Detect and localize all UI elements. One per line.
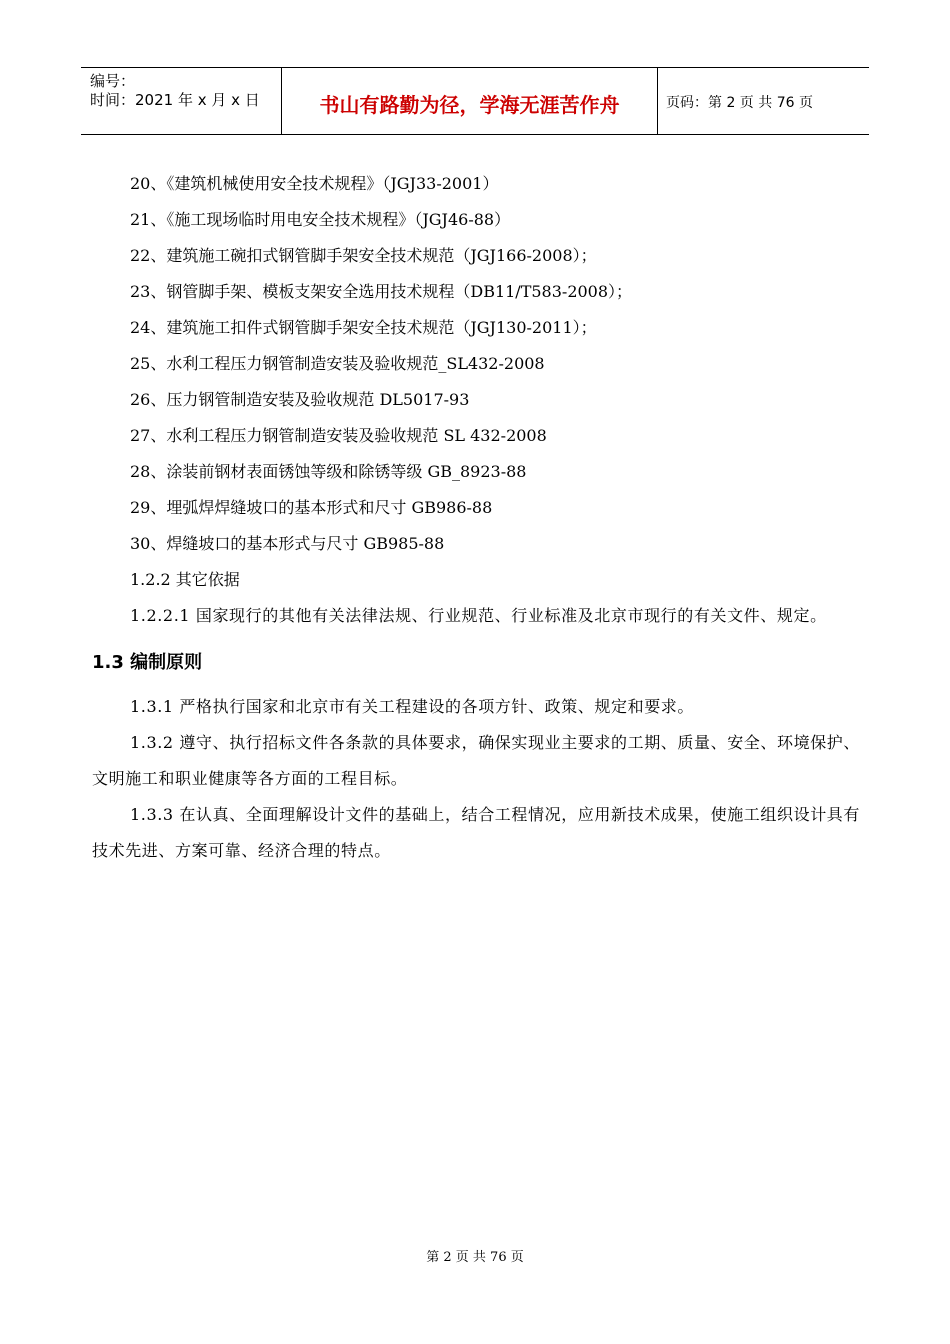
time-label: 时间：2021 年 x 月 x 日	[90, 91, 260, 109]
header-page-cell	[658, 68, 869, 134]
page-label: 页码：第 2 页 共 76 页	[666, 95, 813, 111]
list-item: 26、压力钢管制造安装及验收规范 DL5017-93	[130, 390, 470, 409]
motto-text: 书山有路勤为径，学海无涯苦作舟	[319, 92, 620, 117]
list-item: 23、钢管脚手架、模板支架安全选用技术规程（DB11/T583-2008）；	[130, 282, 633, 301]
subsection-title: 1.2.2 其它依据	[130, 570, 240, 589]
list-item: 24、建筑施工扣件式钢管脚手架安全技术规范（JGJ130-2011）；	[130, 318, 597, 337]
list-item: 30、焊缝坡口的基本形式与尺寸 GB985-88	[130, 534, 445, 553]
list-item: 20、《建筑机械使用安全技术规程》（JGJ33-2001）	[130, 174, 499, 193]
list-item: 22、建筑施工碗扣式钢管脚手架安全技术规范（JGJ166-2008）；	[130, 246, 597, 265]
document-body	[92, 166, 870, 869]
footer-page-number: 第 2 页 共 76 页	[426, 1250, 524, 1265]
page-header	[81, 67, 869, 135]
list-item: 25、水利工程压力钢管制造安装及验收规范_SL432-2008	[130, 354, 545, 373]
header-meta-cell	[81, 68, 282, 134]
header-motto-cell	[282, 68, 658, 134]
paragraph: 1.2.2.1 国家现行的其他有关法律法规、行业规范、行业标准及北京市现行的有关文件、规定。	[130, 606, 827, 625]
paragraph: 1.3.1 严格执行国家和北京市有关工程建设的各项方针、政策、规定和要求。	[130, 697, 694, 716]
page-footer	[0, 1246, 950, 1265]
paragraph: 1.3.3 在认真、全面理解设计文件的基础上，结合工程情况，应用新技术成果，使施工组织设计具有技术先进、方案可靠、经济合理的特点。	[92, 805, 860, 860]
serial-label: 编号：	[90, 72, 136, 90]
list-item: 29、埋弧焊焊缝坡口的基本形式和尺寸 GB986-88	[130, 498, 493, 517]
list-item: 28、涂装前钢材表面锈蚀等级和除锈等级 GB_8923-88	[130, 462, 527, 481]
list-item: 27、水利工程压力钢管制造安装及验收规范 SL 432-2008	[130, 426, 547, 445]
paragraph: 1.3.2 遵守、执行招标文件各条款的具体要求，确保实现业主要求的工期、质量、安全、环境保护、文明施工和职业健康等各方面的工程目标。	[92, 733, 860, 788]
list-item: 21、《施工现场临时用电安全技术规程》（JGJ46-88）	[130, 210, 511, 229]
section-heading: 1.3 编制原则	[92, 652, 203, 673]
